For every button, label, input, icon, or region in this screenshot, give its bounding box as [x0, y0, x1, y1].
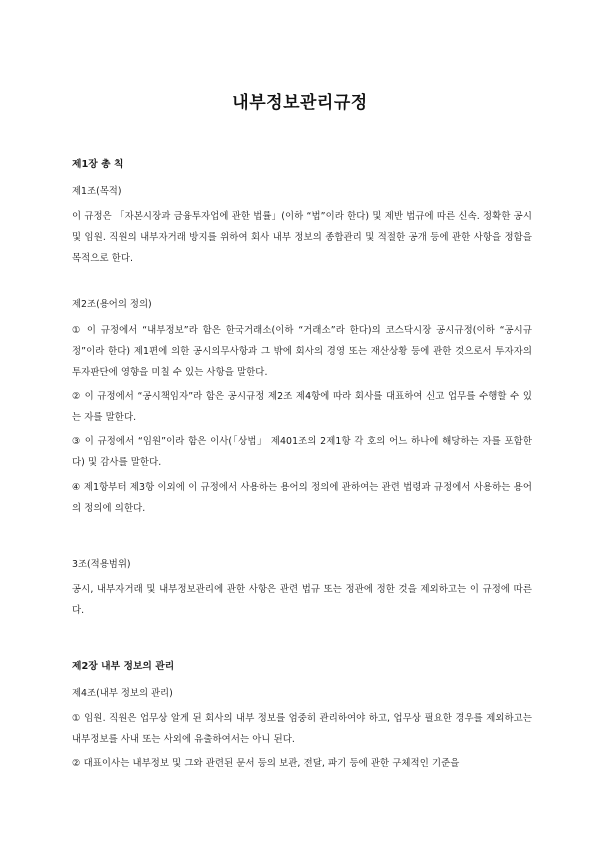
- article-4-clause-2: ② 대표이사는 내부정보 및 그와 관련된 문서 등의 보관, 전달, 파기 등에 관한 구체적인 기준을: [72, 758, 460, 769]
- article-1-heading: 제1조(목적): [72, 186, 122, 197]
- article-2-heading: 제2조(용어의 정의): [72, 299, 152, 310]
- article-4-clause-1: ① 임원. 직원은 업무상 알게 된 회사의 내부 정보를 엄중히 관리하여야 하고, 업무상 필요한 경우를 제외하고는 내부정보를 사내 또는 사외에 유출하여서는 아니 된다.: [72, 713, 532, 745]
- document-title: 내부정보관리규정: [232, 93, 368, 113]
- article-3-heading: 3조(적용범위): [72, 559, 131, 570]
- article-4-heading: 제4조(내부 정보의 관리): [72, 688, 173, 699]
- article-2-clause-2: ② 이 규정에서 “공시책임자”라 함은 공시규정 제2조 제4항에 따라 회사를 대표하여 신고 업무를 수행할 수 있는 자를 말한다.: [72, 391, 532, 423]
- article-1-paragraph: 이 규정은 「자본시장과 금융투자업에 관한 법률」(이하 “법”이라 한다) 및 제반 법규에 따른 신속. 정확한 공시 및 임원. 직원의 내부자거래 방지를 위하여 회사 내부 정보의 종합관리 및 적절한 공개 등에 관한 사항을 정함을 목적으로 한다.: [72, 211, 532, 264]
- chapter-1-heading: 제1장 총 칙: [72, 159, 124, 170]
- article-3-paragraph: 공시, 내부자거래 및 내부정보관리에 관한 사항은 관련 법규 또는 정관에 정한 것을 제외하고는 이 규정에 따른다.: [72, 584, 532, 616]
- article-2-clause-4: ④ 제1항부터 제3항 이외에 이 규정에서 사용하는 용어의 정의에 관하여는 관련 법령과 규정에서 사용하는 용어의 정의에 의한다.: [72, 482, 532, 514]
- article-2-clause-3: ③ 이 규정에서 “임원”이라 함은 이사(「상법」 제401조의 2제1항 각 호의 어느 하나에 해당하는 자를 포함한다) 및 감사를 말한다.: [72, 436, 532, 468]
- article-2-clause-1: ① 이 규정에서 “내부정보”라 함은 한국거래소(이하 “거래소”라 한다)의 코스닥시장 공시규정(이하 “공시규정”이라 한다) 제1편에 의한 공시의무사항과 그 밖에 회사의 경영 또는 재산상황 등에 관한 것으로서 투자자의 투자판단에 영향을 미칠 수 있는 사항을 말한다.: [72, 325, 532, 378]
- chapter-2-heading: 제2장 내부 정보의 관리: [72, 661, 175, 672]
